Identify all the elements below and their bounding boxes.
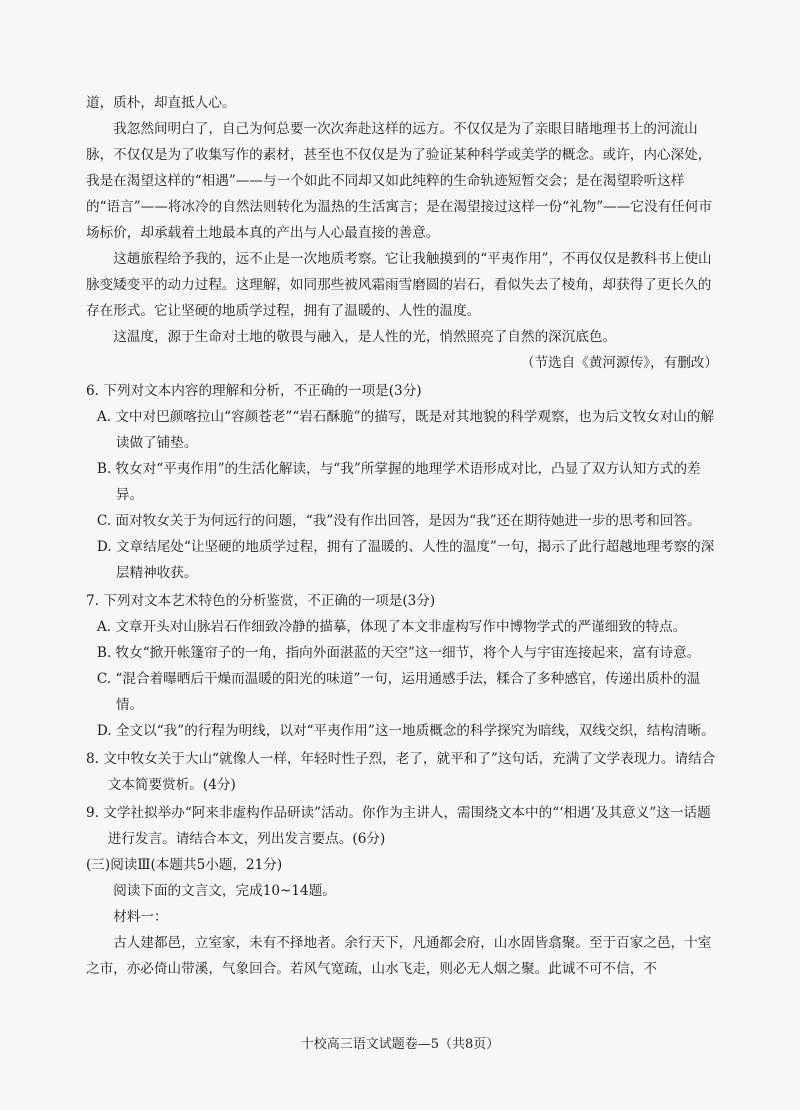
question-6-option-b: B. 牧女对“平夷作用”的生活化解读，与“我”所掌握的地理学术语形成对比，凸显了双方认知方式的差异。 bbox=[96, 461, 701, 503]
page-footer: 十校高三语文试题卷—5（共8页） bbox=[300, 1037, 500, 1052]
passage-paragraph: 这温度，源于生命对土地的敬畏与融入，是人性的光，悄然照亮了自然的深沉底色。 bbox=[113, 329, 617, 345]
question-7-option-c: C. “混合着曝晒后干燥而温暖的阳光的味道”一句，运用通感手法，糅合了多种感官，传递出质朴的温情。 bbox=[96, 671, 701, 713]
question-6-option-a: A. 文中对巴颜喀拉山“容颜苍老”“岩石酥脆”的描写，既是对其地貌的科学观察，也为后文牧女对山的解读做了铺垫。 bbox=[96, 409, 715, 451]
page-content bbox=[86, 90, 718, 982]
question-7-option-d: D. 全文以“我”的行程为明线，以对“平夷作用”这一地质概念的科学探究为暗线，双线交织，结构清晰。 bbox=[96, 723, 715, 739]
question-7-option-b: B. 牧女“掀开帐篷帘子的一角，指向外面湛蓝的天空”这一细节，将个人与宇宙连接起来，富有诗意。 bbox=[96, 645, 701, 661]
classical-text: 古人建都邑，立室家，未有不择地者。余行天下，凡通都会府，山水固皆翕聚。至于百家之邑，十室之市，亦必倚山带溪，气象回合。若风气宽疏，山水飞走，则必无人烟之聚。此诚不可不信，不 bbox=[86, 935, 712, 977]
question-7-option-a: A. 文章开头对山脉岩石作细致冷静的描摹，体现了本文非虚构写作中博物学式的严谨细致的特点。 bbox=[96, 619, 687, 635]
passage-paragraph: 道，质朴，却直抵人心。 bbox=[86, 95, 236, 111]
question-8: 8. 文中牧女关于大山“就像人一样，年轻时性子烈，老了，就平和了”这句话，充满了文学表现力。请结合文本简要赏析。(4分) bbox=[86, 751, 716, 793]
question-9: 9. 文学社拟举办“阿来非虚构作品研读”活动。你作为主讲人，需围绕文本中的“‘相遇’及其意义”这一话题进行发言。请结合本文，列出发言要点。(6分) bbox=[86, 805, 711, 847]
section-3-instruction: 阅读下面的文言文，完成10~14题。 bbox=[113, 883, 336, 899]
section-3-heading: (三)阅读Ⅲ(本题共5小题，21分) bbox=[86, 857, 283, 873]
question-6-stem: 6. 下列对文本内容的理解和分析，不正确的一项是(3分) bbox=[86, 383, 422, 399]
passage-source: （节选自《黄河源传》，有删改） bbox=[520, 355, 718, 371]
question-7-stem: 7. 下列对文本艺术特色的分析鉴赏，不正确的一项是(3分) bbox=[86, 593, 436, 609]
question-6-option-c: C. 面对牧女关于为何远行的问题，“我”没有作出回答，是因为“我”还在期待她进一步的思考和回答。 bbox=[96, 513, 701, 529]
question-6-option-d: D. 文章结尾处“让坚硬的地质学过程，拥有了温暖的、人性的温度”一句，揭示了此行超越地理考察的深层精神收获。 bbox=[96, 539, 715, 581]
passage-paragraph: 这趟旅程给予我的，远不止是一次地质考察。它让我触摸到的“平夷作用”，不再仅仅是教科书上使山脉变矮变平的动力过程。这理解，如同那些被风霜雨雪磨圆的岩石，看似失去了棱角，却获得了更长久的存在形式。它让坚硬的地质学过程，拥有了温暖的、人性的温度。 bbox=[86, 251, 712, 319]
material-label: 材料一： bbox=[113, 909, 168, 925]
passage-paragraph: 我忽然间明白了，自己为何总要一次次奔赴这样的远方。不仅仅是为了亲眼目睹地理书上的河流山脉，不仅仅是为了收集写作的素材，甚至也不仅仅是为了验证某种科学或美学的概念。或许，内心深处，我是在渴望这样的“相遇”——与一个如此不同却又如此纯粹的生命轨迹短暂交会；是在渴望聆听这样的“语言”——将冰冷的自然法则转化为温热的生活寓言；是在渴望接过这样一份“礼物”——它没有任何市场标价，却承载着土地最本真的产出与人心最直接的善意。 bbox=[86, 121, 712, 241]
